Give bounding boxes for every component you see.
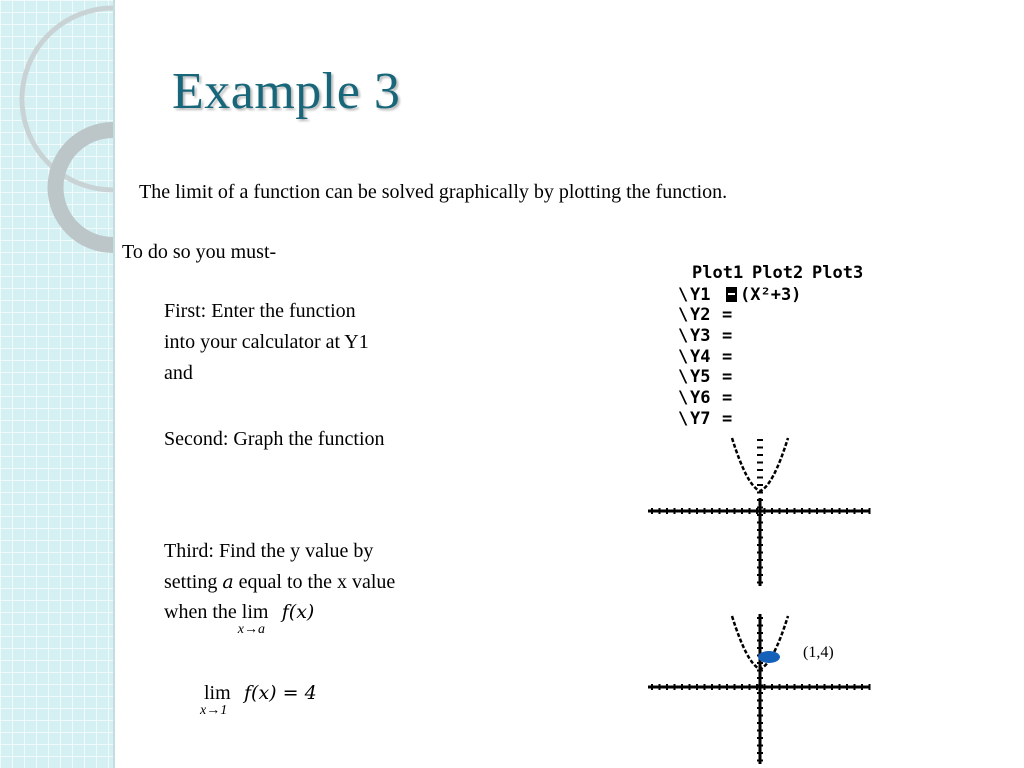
result-equation	[200, 678, 317, 718]
result-lim-word: lim	[204, 682, 231, 704]
y3-label: Y3	[690, 326, 711, 346]
step-1-line-2: into your calculator at Y1	[164, 331, 369, 353]
step-2: Second: Graph the function	[164, 428, 385, 450]
slide-title: Example 3	[172, 63, 401, 120]
intro-text: The limit of a function can be solved graphically by plotting the function.	[139, 181, 728, 203]
result-expression: f(x) = 4	[244, 682, 317, 704]
calculator-graph-2	[648, 614, 872, 764]
lim-word: lim	[241, 601, 269, 623]
y4-row	[678, 347, 732, 367]
step-1-line-1: First: Enter the function	[164, 300, 356, 322]
y6-row	[678, 388, 732, 408]
step-3-text-b: equal to the x value	[233, 571, 396, 593]
y7-row	[678, 409, 732, 429]
result-limit-subscript: x→1	[200, 703, 228, 718]
y1-row	[678, 285, 801, 305]
plot1-label: Plot1	[692, 263, 744, 283]
y7-equals: =	[722, 409, 733, 429]
plot3-label: Plot3	[812, 263, 864, 283]
y1-slash-icon: \	[678, 285, 689, 305]
calculator-y-editor	[676, 262, 876, 432]
y6-equals: =	[722, 388, 733, 408]
y1-label: Y1	[690, 285, 711, 305]
step-3-line-1: Third: Find the y value by	[164, 540, 374, 562]
y2-label: Y2	[690, 305, 711, 325]
plot2-label: Plot2	[752, 263, 804, 283]
y5-row	[678, 367, 732, 387]
step-3-text-c: when the	[164, 601, 242, 623]
svg-text:\: \	[678, 326, 689, 346]
svg-text:\: \	[678, 367, 689, 387]
point-marker	[758, 651, 780, 663]
function-fx: f(x)	[281, 601, 315, 623]
calculator-graph-1	[648, 436, 872, 586]
step-3-text-a: setting	[164, 571, 223, 593]
svg-text:\: \	[678, 388, 689, 408]
svg-text:\: \	[678, 347, 689, 367]
y6-label: Y6	[690, 388, 711, 408]
point-label: (1,4)	[803, 644, 834, 661]
y3-equals: =	[722, 326, 733, 346]
y4-equals: =	[722, 347, 733, 367]
y1-entry: (X²+3)	[740, 285, 802, 305]
y2-equals: =	[722, 305, 733, 325]
step-3-line-3	[164, 597, 315, 637]
y5-label: Y5	[690, 367, 711, 387]
y7-label: Y7	[690, 409, 711, 429]
step-1-line-3: and	[164, 362, 193, 384]
lead-text: To do so you must-	[122, 241, 277, 263]
limit-subscript: x→a	[237, 622, 265, 637]
y2-row	[678, 305, 732, 325]
result-limit-notation	[200, 678, 244, 718]
limit-notation	[237, 597, 282, 637]
y5-equals: =	[722, 367, 733, 387]
y3-row	[678, 326, 732, 346]
svg-text:\: \	[678, 409, 689, 429]
y4-label: Y4	[690, 347, 711, 367]
variable-a: a	[222, 571, 234, 593]
graph-1-parabola	[732, 438, 788, 491]
step-3-line-2	[164, 567, 395, 598]
svg-text:\: \	[678, 305, 689, 325]
